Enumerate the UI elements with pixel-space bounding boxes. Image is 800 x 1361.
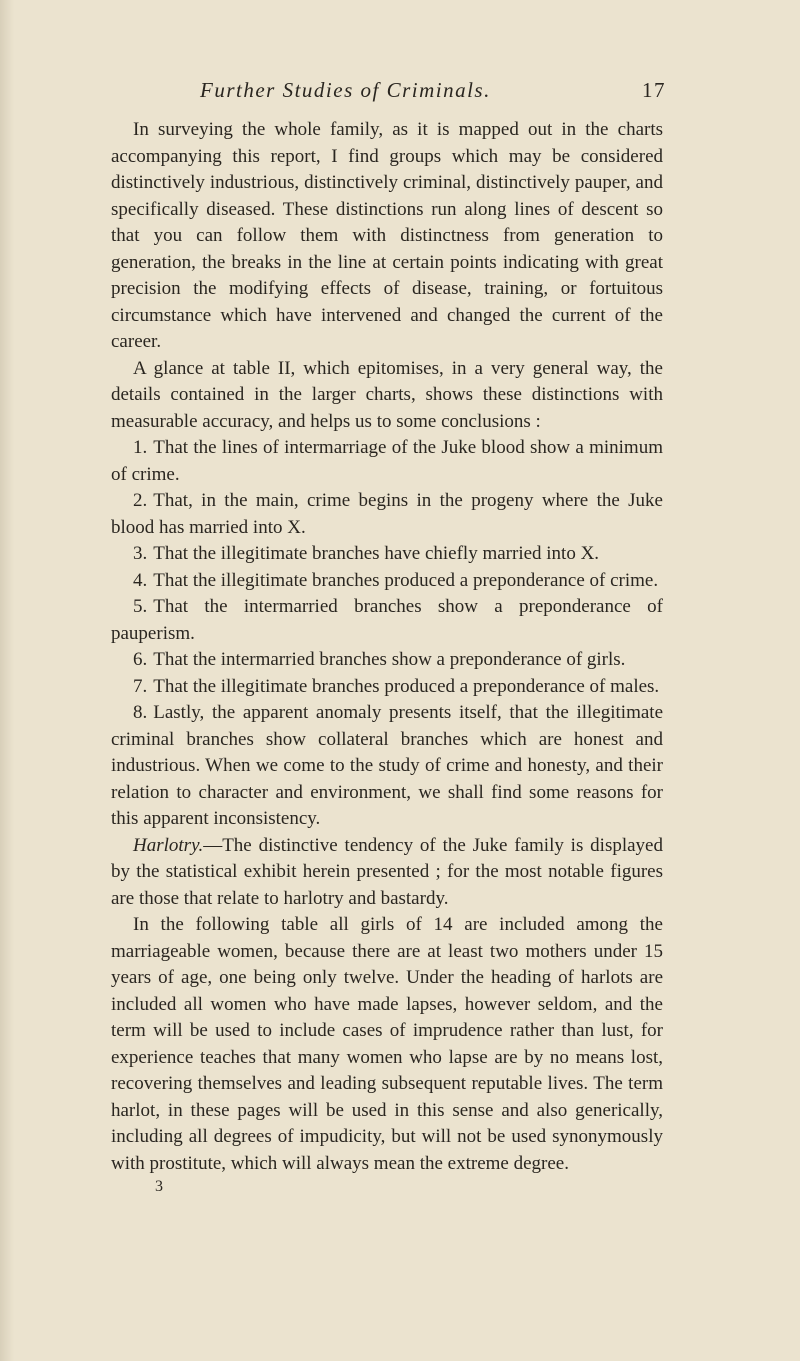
paragraph-1: In surveying the whole family, as it is mapped out in the charts accompanying this report, I find groups which may be considered distinctively industrious, distinctively criminal, distinctively pauper, and specifically diseased. These distinctions run along lines of descent so that you can follow them with distinctness from generation to generation, the breaks in the line at certain points indicating with great precision the modifying effects of disease, training, or fortuitous circumstance which have intervened and changed the current of the career. [111,119,663,352]
running-title: Further Studies of Criminals. [200,78,491,102]
conclusion-item [111,488,663,541]
conclusion-number: 2. [133,490,148,511]
paragraph-harlotry [111,833,663,913]
conclusion-text: That the illegitimate branches produced a preponderance of crime. [153,569,659,591]
conclusion-text: That the intermarried branches show a preponderance of girls. [153,649,626,670]
conclusion-item [111,594,663,647]
conclusion-number: 4. [133,569,148,591]
paragraph-4: In the following table all girls of 14 are included among the marriageable women, because there are at least two mothers under 15 years of age, one being only twelve. Under the heading of harlots are included all women who have made lapses, however seldom, and the term will be used to include cases of imprudence rather than lust, for experience teaches that many women who lapse are by no means lost, recovering themselves and leading subsequent reputable lives. The term harlot, in these pages will be used in this sense and also generically, including all degrees of impudicity, but will not be used synonymously with prostitute, which will always mean the extreme degree. [111,914,663,1174]
conclusion-text: That the intermarried branches show a preponderance of pauperism. [111,596,663,644]
conclusion-text: That, in the main, crime begins in the progeny where the Juke blood has married into X. [111,490,663,538]
conclusion-item [111,435,663,488]
conclusion-item [111,647,663,674]
conclusion-number: 1. [133,437,148,458]
conclusion-number: 7. [133,675,148,697]
paragraph-harlotry-text: —The distinctive tendency of the Juke family is displayed by the statistical exhibit herein presented ; for the most notable figures are those that relate to harlotry and bastardy. [111,834,663,909]
paragraph-2: A glance at table II, which epitomises, in a very general way, the details contained in the larger charts, shows these distinctions with measurable accuracy, and helps us to some conclusions : [111,357,663,432]
running-header [200,78,666,103]
section-label: Harlotry. [133,834,204,856]
conclusion-number: 3. [133,543,148,564]
conclusion-number: 6. [133,649,148,670]
conclusion-number: 5. [133,596,148,617]
binding-shadow [0,0,14,1361]
page-body [111,117,663,1197]
conclusion-item [111,541,663,568]
conclusion-item [111,674,663,701]
footnote-marker: 3 [155,1178,163,1195]
conclusion-text: That the lines of intermarriage of the Juke blood show a minimum of crime. [111,437,663,485]
conclusion-number: 8. [133,702,148,723]
conclusion-text: That the illegitimate branches have chiefly married into X. [153,543,600,564]
conclusion-item [111,700,663,833]
conclusion-text: That the illegitimate branches produced a preponderance of males. [153,675,660,697]
conclusions-list [111,435,663,833]
page-number: 17 [642,78,666,102]
conclusion-text: Lastly, the apparent anomaly presents itself, that the illegitimate criminal branches show collateral branches which are honest and industrious. When we come to the study of crime and honesty, and their relation to character and environment, we shall find some reasons for this apparent inconsistency. [111,702,663,829]
conclusion-item [111,568,663,595]
